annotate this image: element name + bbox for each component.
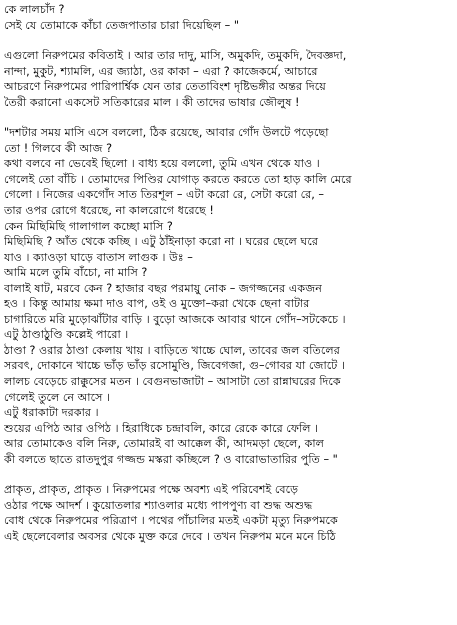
text-line: কেন মিছিমিছি গালাগাল কচ্ছো মাসি ? <box>4 219 173 233</box>
text-line: ঠাণ্ডা ? ওরার ঠাণ্ডা কেলায় খায় । বাড়িতে খাচ্চে ঘোল, তাবের জল বতিলের <box>4 343 340 357</box>
text-line: নান্দা, মুকুট, শ্যামলি, এর জ্যাঠা, ওর কাকা – এরা ? কাজেকর্মে, আচারে <box>4 64 318 78</box>
text-line: এই ছেলেবেলার অবসর থেকে মুক্ত করে দেবে । তখন নিরুপম মনে মনে চিঠি <box>4 529 336 543</box>
dialogue-block-1 <box>4 2 453 33</box>
text-line: চাগারিতে মরি মুড়োঝাঁটার বাড়ি । বুড়ো আজকে আবার থানে গোঁদ–সটকেচে । <box>4 312 346 326</box>
text-line: কী বলতে ছাতে রাতদুপুর গজ্জন্ড মস্করা কচ্ছিলে ? ও বারোভাতারির পুতি – " <box>4 452 338 466</box>
text-line: এটু ধরাকাটা দরকার । <box>4 406 99 420</box>
text-line: যাও । ক্যাওড়া ঘাড়ে বাতাস লাগুক । উঃ – <box>4 250 193 264</box>
text-line: বোধ থেকে নিরুপমের পরিত্রাণ । পথের পাঁচালির মতই একটা মৃত্যু নিরুপমকে <box>4 514 338 528</box>
text-line: আর তোমাকেও বলি নিরু, তোমারই বা আক্কেল কী, আদমড়া ছেলে, কাল <box>4 437 324 451</box>
text-line: কথা বলবে না ভেবেই ছিলো । বাধ্য হয়ে বললো, তুমি এখন থেকে যাও । <box>4 157 320 171</box>
text-line: ওঠার পক্ষে আদর্শ । কুয়োতলার শ্যাওলার মধ্যে পাপপুণ্য বা শুদ্ধ অশুদ্ধ <box>4 498 313 512</box>
text-line: প্রাকৃত, প্রাকৃত, প্রাকৃত । নিরুপমের পক্ষে অবশ্য এই পরিবেশই বেড়ে <box>4 483 299 497</box>
text-line: হও । কিন্তু আমায় ক্ষমা দাও বাপ, ওই ও মুক্তো–করা খেকে ছেনা বাটার <box>4 297 310 311</box>
text-line: শুয়ের এপিঠ আর ওপিঠ । হিরাধিকে চন্দ্রাবলি, কারে রেকে কারে ফেলি । <box>4 421 319 435</box>
text-line: কে লালচাঁদ ? <box>4 3 65 16</box>
text-line: মিছিমিছি ? আঁত থেকে কচ্ছি । এটু ঠাঁইনাড়া করো না । ঘরের ছেলে ঘরে <box>4 235 318 249</box>
text-line: গেলেই তুলে নে আসে । <box>4 390 111 404</box>
text-line: তো ! গিলবে কী আজ ? <box>4 141 113 155</box>
paragraph-gap <box>4 467 453 482</box>
text-line: লালচ বেড়েচে রাক্কুসের মতন । বেগুনভাজাটা – আসাটা তো রান্নাঘরের দিকে <box>4 375 341 389</box>
dialogue-block-2 <box>4 125 453 467</box>
narration-block <box>4 48 453 110</box>
text-line: সেই যে তোমাকে কাঁচা তেজপাতার চারা দিয়েছিল – " <box>4 18 239 32</box>
text-line: তার ওপর রোগে ধরেছে, না কালরোগে ধরেছে ! <box>4 204 214 218</box>
text-line: আমি মলে তুমি বাঁচো, না মাসি ? <box>4 266 148 280</box>
text-line: গেলেই তো বাঁচি । তোমাদের পিণ্ডির যোগাড় করতে করতে তো হাড় কালি মেরে <box>4 172 352 186</box>
text-line: তৈরী করানো একসেট সতিকারের মাল । কী তাদের ভাষার জৌলুষ ! <box>4 95 300 109</box>
text-line: গেলো । নিজের একগোঁদ সাত তিরশূল – এটা করো রে, সেটা করো রে, – <box>4 188 324 202</box>
text-line: এটু ঠাণ্ডাঠুণ্ডি কল্লেই পারো । <box>4 328 129 342</box>
text-line: আচরণে নিরুপমের পারিপার্শ্বিক যেন তার তেতাবিংশ দৃষ্টিভঙ্গীর অন্তর দিয়ে <box>4 80 326 94</box>
text-line: সরবৎ, দোকানে খাচ্চে ভাঁড় ভাঁড় রসোমুণ্ডি, জিবেগজা, গু–গোবর যা জোটে । <box>4 359 345 373</box>
paragraph-gap <box>4 110 453 125</box>
text-line: "দশটার সময় মাসি এসে বললো, ঠিক রয়েছে, আবার গোঁদ উলটে পড়েছো <box>4 126 329 140</box>
closing-paragraph <box>4 482 453 544</box>
paragraph-gap <box>4 33 453 48</box>
text-line: বালাই ষাট, মরবে কেন ? হাজার বছর পরমায়ু নোক – জগজ্জনের একজন <box>4 281 322 295</box>
text-line: এগুলো নিরুপমের কবিতাই । আর তার দাদু, মাসি, অমুকদি, তমুকদি, দৈবজ্ঞদা, <box>4 49 347 63</box>
